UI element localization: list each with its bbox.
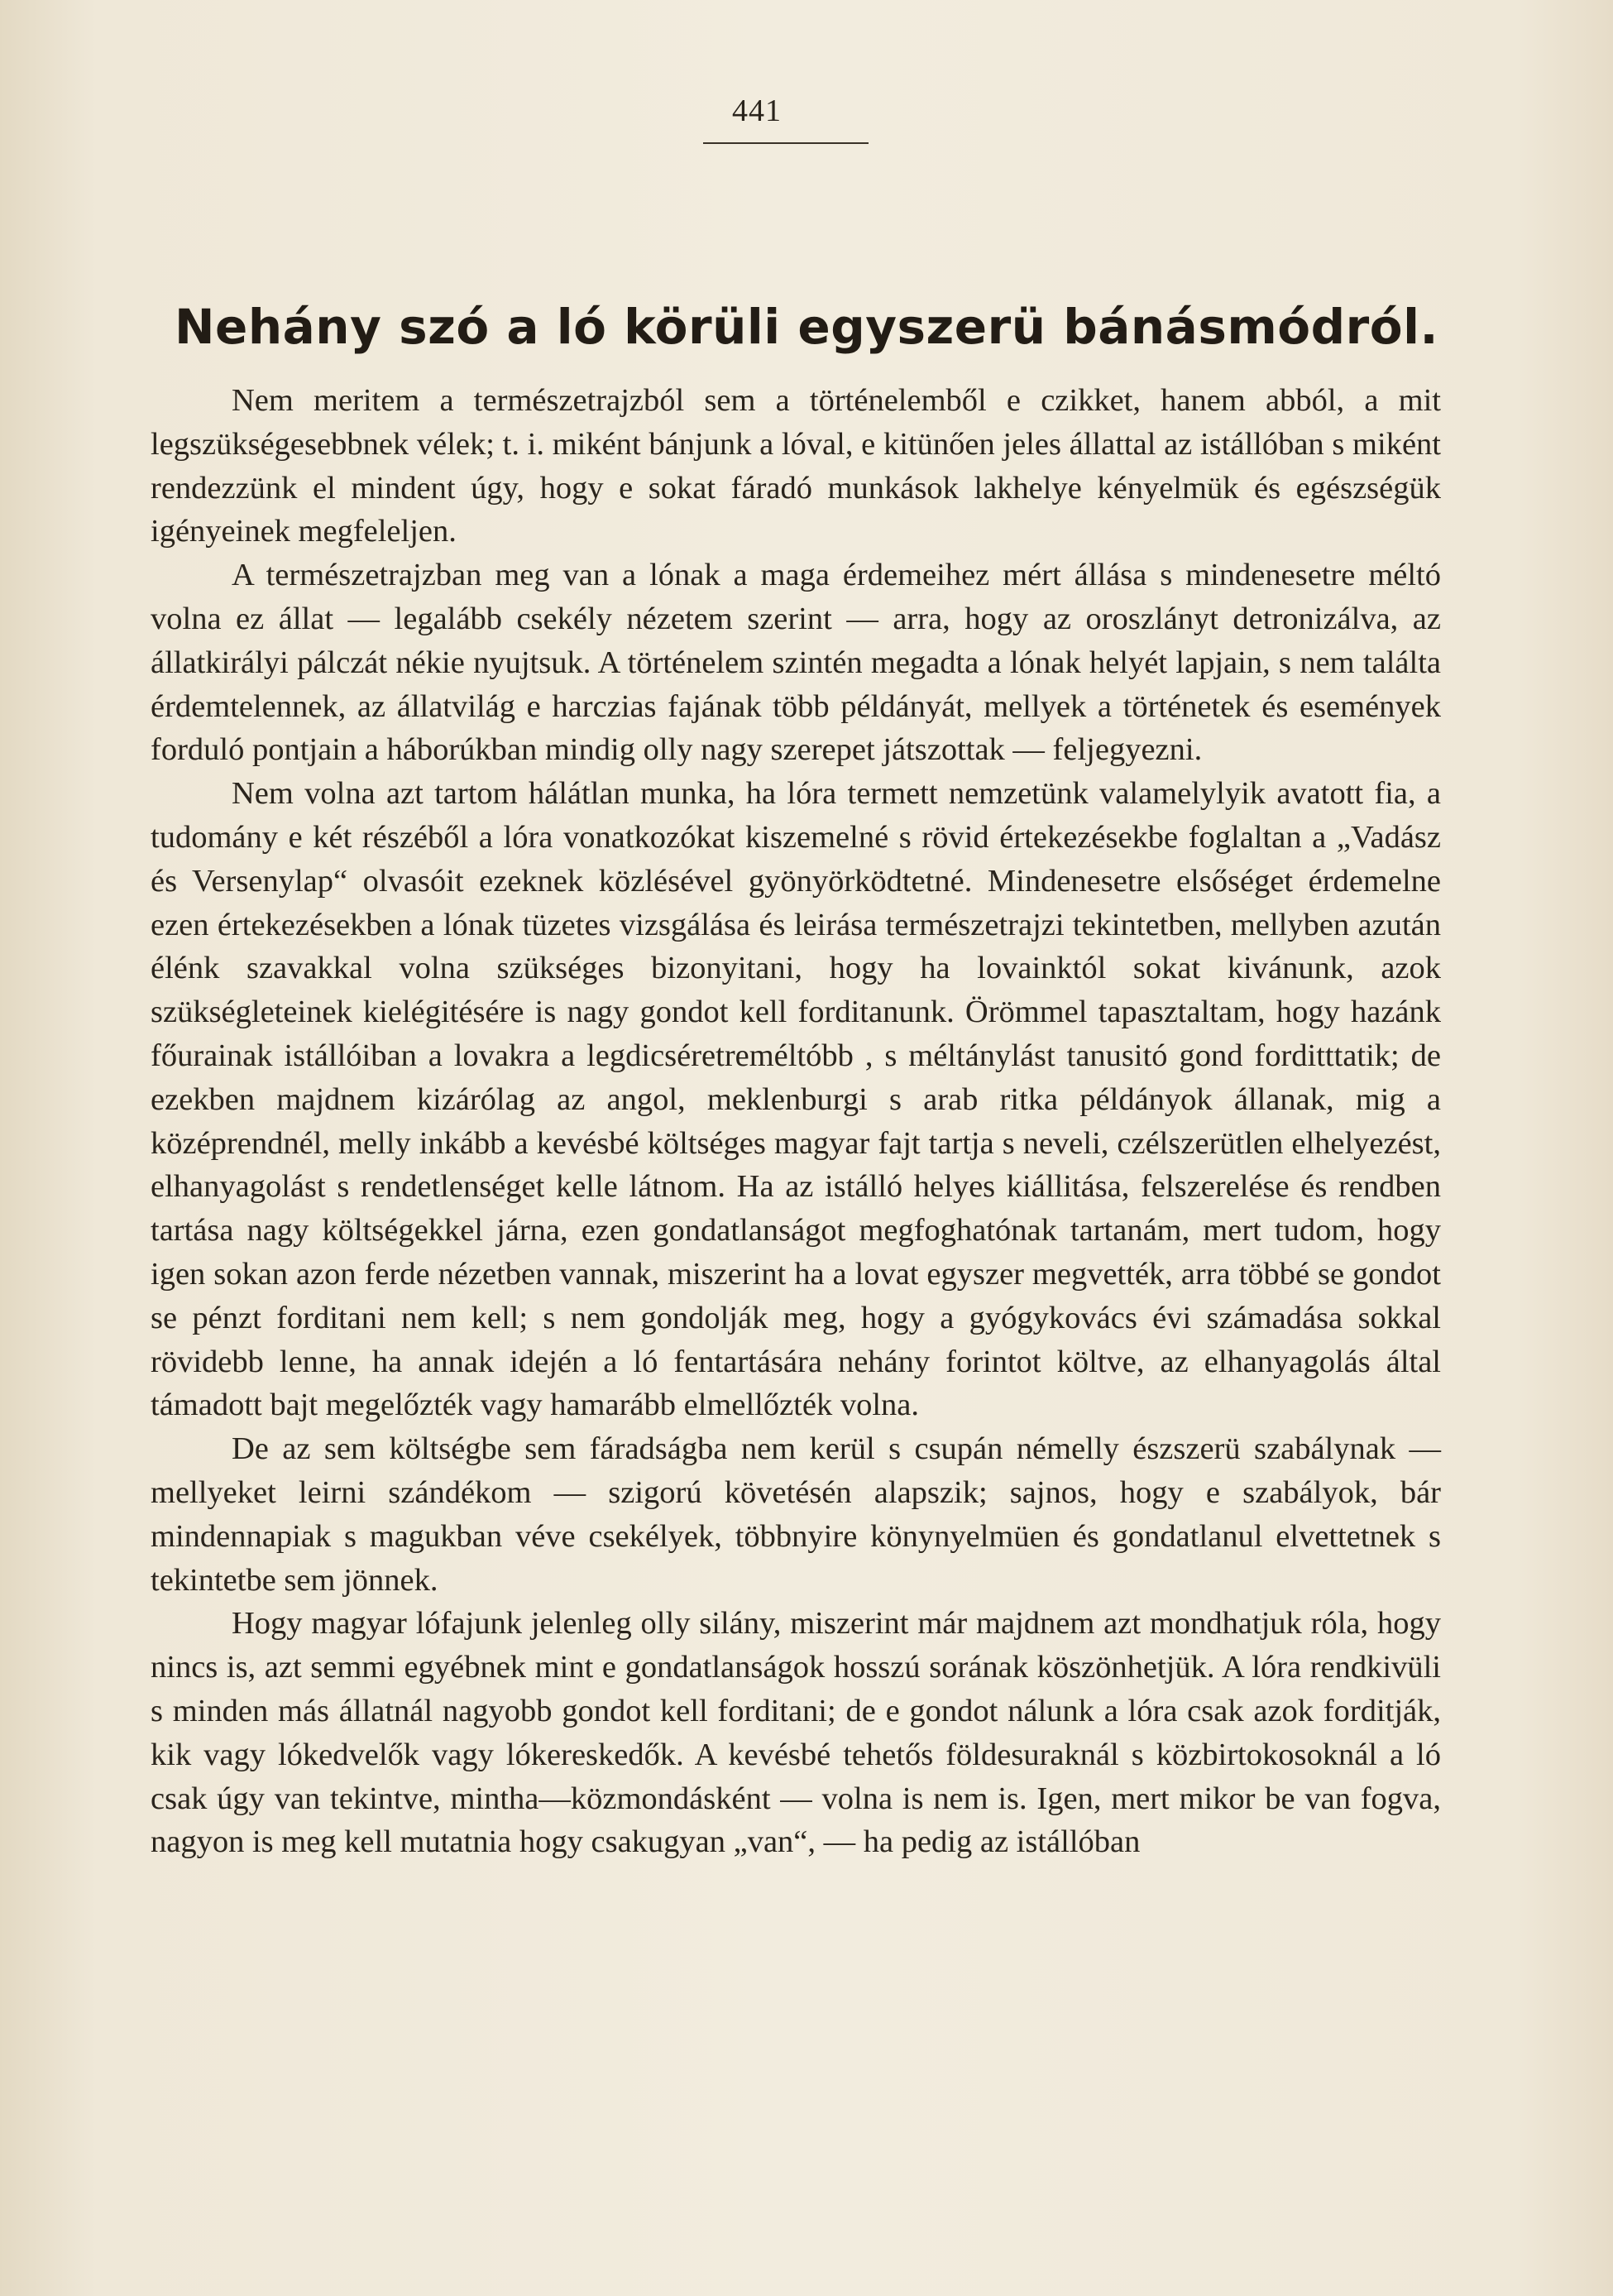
- paragraph: Hogy magyar lófajunk jelenleg olly silány, miszerint már majdnem azt mondhatjuk róla, hogy nincs is, azt semmi egyébnek mint e gondatlanságok hosszú sorának köszönhetjük. A lóra rendkivüli s minden más állatnál nagyobb gondot kell forditani; de e gondot nálunk a lóra csak azok forditják, kik vagy lókedvelők vagy lókereskedők. A kevésbé tehetős földesuraknál s közbirtokosoknál a ló csak úgy van tekintve, mintha—közmondásként — volna is nem is. Igen, mert mikor be van fogva, nagyon is meg kell mutatnia hogy csakugyan „van“, — ha pedig az istállóban: [151, 1606, 1441, 1860]
- article-body: [151, 379, 1441, 1864]
- paragraph: Nem meritem a természetrajzból sem a történelemből e czikket, hanem abból, a mit legszükségesebbnek vélek; t. i. miként bánjunk a lóval, e kitünően jeles állattal az istállóban s miként rendezzünk el mindent úgy, hogy e sokat fáradó munkások lakhelye kényelmük és egészségük igényeinek megfeleljen.: [151, 383, 1441, 549]
- header-rule: [703, 142, 869, 144]
- paragraph: Nem volna azt tartom hálátlan munka, ha lóra termett nemzetünk valamelylyik avatott fia, a tudomány e két részéből a lóra vonatkozókat kiszemelné s rövid értekezésekbe foglaltan a „Vadász és Versenylap“ olvasóit ezeknek közlésével gyönyörködtetné. Mindenesetre elsőséget érdemelne ezen értekezésekben a lónak tüzetes vizsgálása és leirása természetrajzi tekintetben, mellyben azután élénk szavakkal volna szükséges bizonyitani, hogy ha lovainktól sokat kivánunk, azok szükségleteinek kielégitésére is nagy gondot kell forditanunk. Örömmel tapasztaltam, hogy hazánk főurainak istállóiban a lovakra a legdicséretreméltóbb , s méltánylást tanusitó gond forditttatik; de ezekben majdnem kizárólag az angol, meklenburgi s arab ritka példányok állanak, mig a középrendnél, melly inkább a kevésbé költséges magyar fajt tartja s neveli, czélszerütlen elhelyezést, elhanyagolást s rendetlenséget kelle látnom. Ha az istálló helyes kiállitása, felszerelése és rendben tartása nagy költségekkel járna, ezen gondatlanságot megfoghatónak tartanám, mert tudom, hogy igen sokan azon ferde nézetben vannak, miszerint ha a lovat egyszer megvették, arra többé se gondot se pénzt forditani nem kell; s nem gondolják meg, hogy a gyógykovács évi számadása sokkal rövidebb lenne, ha annak idején a ló fentartására nehány forintot költve, az elhanyagolás által támadott bajt megelőzték vagy hamarább elmellőzték volna.: [151, 776, 1441, 1423]
- article-title: Nehány szó a ló körüli egyszerü bánásmódról.: [174, 298, 1439, 355]
- page-number: 441: [732, 93, 782, 128]
- paragraph: A természetrajzban meg van a lónak a maga érdemeihez mért állása s mindenesetre méltó volna ez állat — legalább csekély nézetem szerint — arra, hogy az oroszlányt detronizálva, az állatkirályi pálczát nékie nyujtsuk. A történelem szintén megadta a lónak helyét lapjain, s nem találta érdemtelennek, az állatvilág e harczias fajának több példányát, mellyek a történetek és események forduló pontjain a háborúkban mindig olly nagy szerepet játszottak — feljegyezni.: [151, 558, 1441, 768]
- paragraph: De az sem költségbe sem fáradságba nem kerül s csupán némelly észszerü szabálynak — mellyeket leirni szándékom — szigorú követésén alapszik; sajnos, hogy e szabályok, bár mindennapiak s magukban véve csekélyek, többnyire könynyelmüen és gondatlanul elvettetnek s tekintetbe sem jönnek.: [151, 1431, 1441, 1598]
